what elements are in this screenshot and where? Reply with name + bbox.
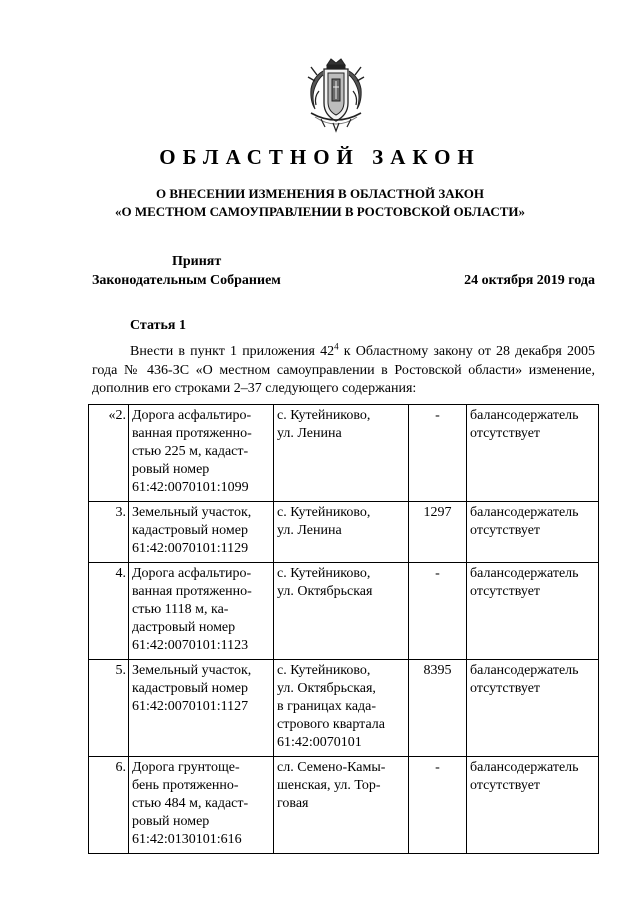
document-subtitle	[40, 185, 600, 221]
area-cell: -	[409, 405, 467, 502]
cell-text-line: с. Кутейниково,	[277, 663, 371, 678]
object-description-cell	[129, 757, 274, 854]
cell-text-line: отсутствует	[470, 584, 541, 599]
cell-text-line: говая	[277, 796, 309, 811]
cell-text-line: шенская, ул. Тор-	[277, 778, 381, 793]
cell-text-line: стью 1118 м, ка-	[132, 602, 229, 617]
cell-text-line: отсутствует	[470, 681, 541, 696]
row-number-cell: 5.	[89, 660, 129, 757]
cell-text-line: 61:42:0130101:616	[132, 832, 242, 847]
cell-text-line: отсутствует	[470, 778, 541, 793]
location-cell	[274, 502, 409, 563]
cell-text-line: стью 225 м, кадаст-	[132, 444, 249, 459]
balance-holder-cell	[467, 660, 599, 757]
article-text-start: Внести в пункт 1 приложения 42	[130, 344, 335, 359]
cell-text-line: ул. Ленина	[277, 523, 342, 538]
adoption-body-name: Законодательным Собранием	[92, 273, 281, 288]
cell-text-line: 61:42:0070101:1099	[132, 480, 249, 495]
cell-text-line: ул. Ленина	[277, 426, 342, 441]
area-cell: 8395	[409, 660, 467, 757]
cell-text-line: сл. Семено-Камы-	[277, 760, 386, 775]
adoption-label: Принят	[172, 254, 222, 269]
location-cell	[274, 563, 409, 660]
document-title: ОБЛАСТНОЙ ЗАКОН	[159, 145, 481, 169]
cell-text-line: бень протяженно-	[132, 778, 239, 793]
area-cell: -	[409, 757, 467, 854]
cell-text-line: отсутствует	[470, 426, 541, 441]
table-row	[89, 502, 599, 563]
table-row	[89, 563, 599, 660]
article-heading: Статья 1	[130, 318, 186, 333]
cell-text-line: 61:42:0070101	[277, 735, 362, 750]
cell-text-line: в границах када-	[277, 699, 377, 714]
cell-text-line: Земельный участок,	[132, 505, 252, 520]
cell-text-line: дастровый номер	[132, 620, 236, 635]
location-cell	[274, 660, 409, 757]
table-row	[89, 660, 599, 757]
cell-text-line: кадастровый номер	[132, 681, 248, 696]
cell-text-line: балансодержатель	[470, 566, 579, 581]
cell-text-line: Земельный участок,	[132, 663, 252, 678]
cell-text-line: стью 484 м, кадаст-	[132, 796, 249, 811]
table-row	[89, 405, 599, 502]
cell-text-line: балансодержатель	[470, 760, 579, 775]
cell-text-line: Дорога грунтоще-	[132, 760, 240, 775]
appendix-superscript: 4	[334, 341, 339, 352]
area-cell: 1297	[409, 502, 467, 563]
cell-text-line: с. Кутейниково,	[277, 566, 371, 581]
cell-text-line: ул. Октябрьская,	[277, 681, 376, 696]
object-description-cell	[129, 405, 274, 502]
cell-text-line: Дорога асфальтиро-	[132, 408, 252, 423]
coat-of-arms-emblem	[305, 57, 367, 133]
cell-text-line: отсутствует	[470, 523, 541, 538]
location-cell	[274, 405, 409, 502]
balance-holder-cell	[467, 563, 599, 660]
article-text-end: к Областному закону от 28 декабря 2005 года № 436-ЗС «О местном самоуправлении в Ростовской области» изменение, дополнив его строками 2–37 следующего содержания:	[92, 344, 595, 396]
balance-holder-cell	[467, 405, 599, 502]
cell-text-line: балансодержатель	[470, 505, 579, 520]
object-description-cell	[129, 660, 274, 757]
adoption-date: 24 октября 2019 года	[464, 273, 595, 288]
cell-text-line: балансодержатель	[470, 663, 579, 678]
cell-text-line: с. Кутейниково,	[277, 408, 371, 423]
row-number-cell: «2.	[89, 405, 129, 502]
cell-text-line: ровый номер	[132, 462, 210, 477]
area-cell: -	[409, 563, 467, 660]
object-description-cell	[129, 502, 274, 563]
cell-text-line: ул. Октябрьская	[277, 584, 373, 599]
cell-text-line: ванная протяженно-	[132, 426, 252, 441]
cell-text-line: ванная протяженно-	[132, 584, 252, 599]
cell-text-line: балансодержатель	[470, 408, 579, 423]
amendment-table	[88, 404, 599, 854]
cell-text-line: Дорога асфальтиро-	[132, 566, 252, 581]
object-description-cell	[129, 563, 274, 660]
cell-text-line: 61:42:0070101:1123	[132, 638, 249, 653]
cell-text-line: с. Кутейниково,	[277, 505, 371, 520]
subtitle-line: О ВНЕСЕНИИ ИЗМЕНЕНИЯ В ОБЛАСТНОЙ ЗАКОН	[156, 186, 484, 201]
location-cell	[274, 757, 409, 854]
cell-text-line: стрового квартала	[277, 717, 385, 732]
cell-text-line: кадастровый номер	[132, 523, 248, 538]
amendment-table-body	[89, 405, 599, 854]
row-number-cell: 6.	[89, 757, 129, 854]
balance-holder-cell	[467, 757, 599, 854]
cell-text-line: ровый номер	[132, 814, 210, 829]
table-row	[89, 757, 599, 854]
adoption-body	[92, 252, 312, 290]
subtitle-line: «О МЕСТНОМ САМОУПРАВЛЕНИИ В РОСТОВСКОЙ ОБЛАСТИ»	[115, 204, 525, 219]
cell-text-line: 61:42:0070101:1127	[132, 699, 249, 714]
row-number-cell: 3.	[89, 502, 129, 563]
cell-text-line: 61:42:0070101:1129	[132, 541, 249, 556]
article-paragraph	[92, 343, 595, 399]
row-number-cell: 4.	[89, 563, 129, 660]
balance-holder-cell	[467, 502, 599, 563]
